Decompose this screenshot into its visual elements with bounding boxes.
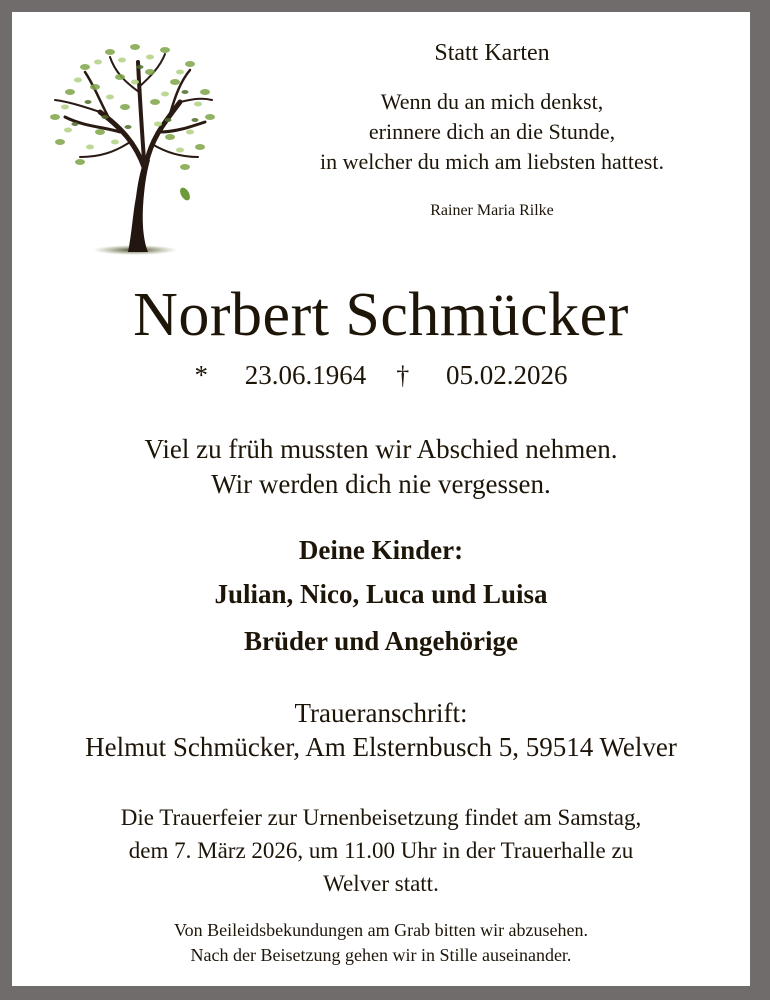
death-cross-icon: † [396, 361, 410, 390]
address-label: Traueranschrift: [294, 698, 468, 728]
deceased-name: Norbert Schmücker [133, 281, 629, 349]
mourning-address: Helmut Schmücker, Am Elsternbusch 5, 59514 Welver [85, 732, 677, 762]
birth-date: 23.06.1964 [244, 360, 367, 390]
quote-author: Rainer Maria Rilke [430, 202, 554, 219]
family-heading: Deine Kinder: [298, 535, 464, 565]
message-line: Viel zu früh mussten wir Abschied nehmen. [144, 434, 618, 464]
birth-star-icon: * [194, 360, 208, 390]
farewell-message [12, 432, 750, 502]
statt-karten-heading: Statt Karten [434, 40, 550, 66]
closing-line: Nach der Beisetzung gehen wir in Stille auseinander. [190, 945, 572, 965]
death-date-group [396, 360, 567, 390]
message-line: Wir werden dich nie vergessen. [211, 469, 551, 499]
death-date: 05.02.2026 [446, 360, 568, 390]
ceremony-info [12, 801, 750, 900]
obituary-notice [12, 12, 750, 986]
closing-line: Von Beileidsbekundungen am Grab bitten wir abzusehen. [173, 920, 589, 940]
birth-date-group [195, 360, 367, 390]
children-names: Julian, Nico, Luca und Luisa [214, 579, 548, 609]
quote-line: erinnere dich an die Stunde, [368, 119, 616, 144]
quote-line: in welcher du mich am liebsten hattest. [320, 149, 664, 174]
ceremony-line: Die Trauerfeier zur Urnenbeisetzung findet am Samstag, [120, 805, 642, 830]
life-dates [12, 360, 750, 391]
tree-icon [40, 32, 220, 257]
rilke-quote [272, 87, 712, 177]
closing-note [12, 918, 750, 968]
ceremony-line: dem 7. März 2026, um 11.00 Uhr in der Trauerhalle zu [128, 838, 634, 863]
ceremony-line: Welver statt. [323, 871, 439, 896]
other-relatives: Brüder und Angehörige [243, 626, 519, 656]
quote-line: Wenn du an mich denkst, [380, 89, 604, 114]
